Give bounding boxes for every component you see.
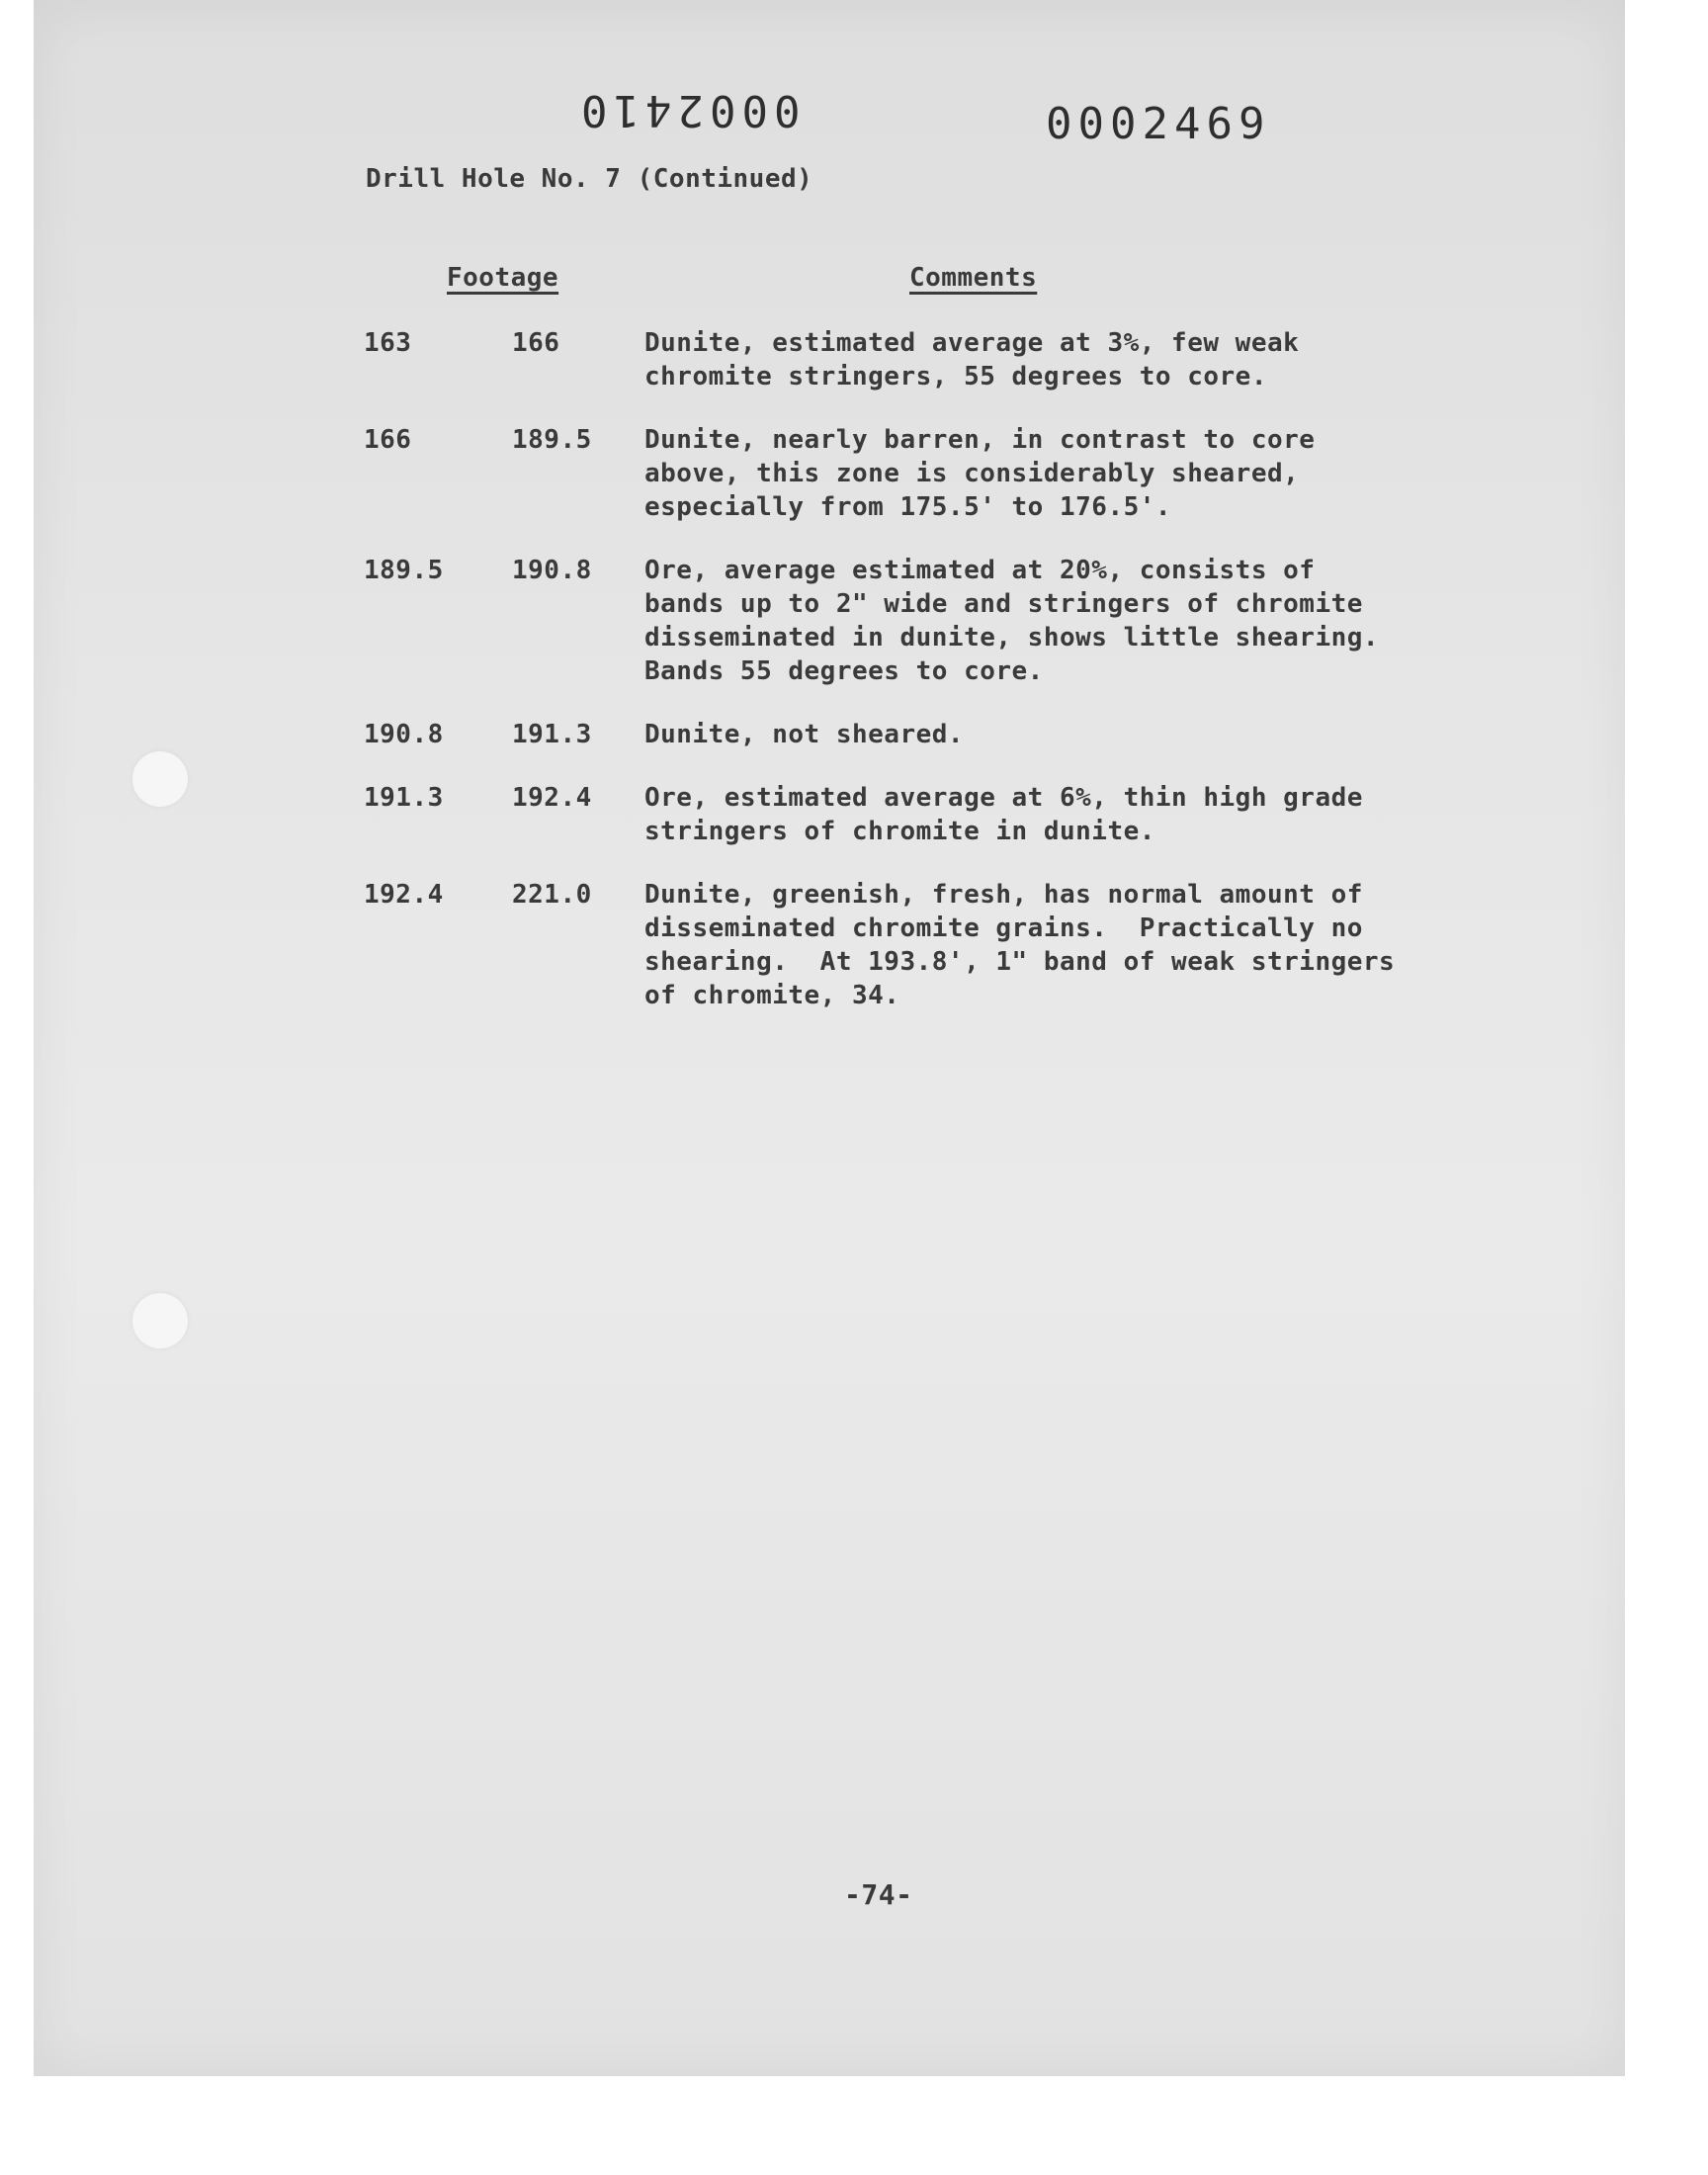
document-page [34, 0, 1625, 2076]
comment-line: disseminated chromite grains. Practically no [644, 914, 1363, 943]
comment-cell [644, 718, 1425, 751]
comment-line: Ore, estimated average at 6%, thin high grade [644, 783, 1363, 813]
document-number-stamp-inverted: 0002410 [575, 85, 801, 135]
comment-cell [644, 781, 1425, 848]
footage-column-header: Footage [447, 263, 559, 293]
comment-cell [644, 326, 1425, 393]
comment-line: above, this zone is considerably sheared, [644, 459, 1300, 488]
comments-column-header: Comments [909, 263, 1038, 293]
footage-from: 189.5 [364, 556, 444, 585]
comment-line: of chromite, 34. [644, 981, 900, 1010]
table-row [364, 326, 1451, 393]
table-row [364, 781, 1451, 848]
footage-to: 166 [512, 328, 560, 358]
punch-hole [132, 1293, 188, 1348]
table-row [364, 423, 1451, 524]
footage-from: 163 [364, 328, 412, 358]
punch-hole [132, 751, 188, 807]
comment-cell [644, 554, 1425, 688]
comment-line: Ore, average estimated at 20%, consists of [644, 556, 1316, 585]
footage-from: 192.4 [364, 880, 444, 910]
footage-to: 192.4 [512, 783, 592, 813]
comment-cell [644, 878, 1425, 1012]
footage-to: 221.0 [512, 880, 592, 910]
section-heading: Drill Hole No. 7 (Continued) [366, 164, 813, 194]
comment-line: shearing. At 193.8', 1" band of weak stringers [644, 947, 1396, 977]
comment-line: Dunite, nearly barren, in contrast to core [644, 425, 1316, 455]
comment-line: Dunite, greenish, fresh, has normal amount of [644, 880, 1363, 910]
comment-line: Dunite, estimated average at 3%, few weak [644, 328, 1300, 358]
footage-to: 189.5 [512, 425, 592, 455]
comment-cell [644, 423, 1425, 524]
table-row [364, 718, 1451, 751]
drill-log-table [364, 326, 1451, 1012]
page-number: -74- [844, 1878, 913, 1911]
document-number-stamp: 0002469 [1046, 99, 1271, 149]
footage-from: 166 [364, 425, 412, 455]
comment-line: chromite stringers, 55 degrees to core. [644, 362, 1267, 392]
comment-line: bands up to 2" wide and stringers of chromite [644, 589, 1363, 619]
comment-line: Dunite, not sheared. [644, 720, 965, 749]
footage-from: 190.8 [364, 720, 444, 749]
table-row [364, 878, 1451, 1012]
footage-to: 190.8 [512, 556, 592, 585]
footage-from: 191.3 [364, 783, 444, 813]
table-row [364, 554, 1451, 688]
footage-to: 191.3 [512, 720, 592, 749]
comment-line: stringers of chromite in dunite. [644, 817, 1155, 846]
comment-line: especially from 175.5' to 176.5'. [644, 492, 1172, 522]
comment-line: disseminated in dunite, shows little shearing. [644, 623, 1380, 652]
comment-line: Bands 55 degrees to core. [644, 656, 1044, 686]
